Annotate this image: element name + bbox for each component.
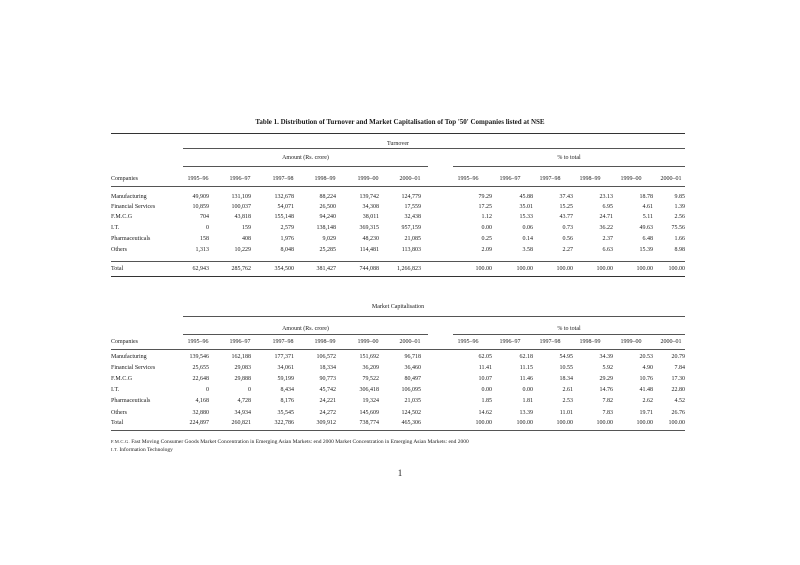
market-cap-total-amount: 260,821: [231, 420, 251, 426]
turnover-pct-cell: 6.63: [602, 247, 613, 253]
market-cap-amount-cell: 106,572: [316, 354, 336, 360]
turnover-total-pct: 100.00: [668, 266, 685, 272]
turnover-pct-cell: 2.56: [674, 214, 685, 220]
market-cap-amount-cell: 8,434: [280, 387, 294, 393]
turnover-amount-cell: 54,071: [277, 204, 294, 210]
market-cap-amount-cell: 34,061: [277, 365, 294, 371]
turnover-amount-cell: 369,315: [359, 225, 379, 231]
market-cap-pct-cell: 62.05: [478, 354, 492, 360]
market-cap-pct-cell: 11.41: [478, 365, 492, 371]
market-cap-amount-cell: 79,522: [362, 376, 379, 382]
market-cap-amount-year-header: 2000–01: [399, 339, 421, 345]
market-cap-amount-cell: 177,371: [274, 354, 294, 360]
turnover-amount-cell: 25,285: [319, 247, 336, 253]
market-cap-pct-cell: 14.76: [599, 387, 613, 393]
turnover-row-label: I.T.: [111, 225, 120, 231]
market-cap-pct-cell: 2.61: [562, 387, 573, 393]
turnover-section-title: Turnover: [386, 141, 410, 147]
market-cap-pct-year-header: 1998–99: [579, 339, 601, 345]
turnover-amount-year-header: 1999–00: [357, 176, 379, 182]
footnote-it: I.T. Information Technology: [111, 447, 173, 453]
turnover-amount-cell: 21,085: [404, 236, 421, 242]
market-cap-pct-cell: 4.52: [674, 398, 685, 404]
turnover-pct-cell: 5.11: [642, 214, 653, 220]
market-cap-amount-cell: 24,272: [319, 410, 336, 416]
turnover-pct-cell: 45.88: [519, 194, 533, 200]
market-cap-header-rule: [111, 349, 685, 350]
turnover-pct-year-header: 1995–96: [457, 176, 479, 182]
turnover-pct-cell: 18.78: [639, 194, 653, 200]
market-cap-pct-cell: 7.84: [674, 365, 685, 371]
market-cap-amount-cell: 19,324: [362, 398, 379, 404]
table-caption: Table 1. Distribution of Turnover and Market Capitalisation of Top '50' Companies listed at NSE: [255, 118, 545, 126]
turnover-pct-cell: 1.12: [481, 214, 492, 220]
market-cap-pct-year-header: 1995–96: [457, 339, 479, 345]
turnover-amount-cell: 8,048: [280, 247, 294, 253]
turnover-amount-cell: 132,678: [274, 194, 294, 200]
turnover-pct-cell: 2.27: [562, 247, 573, 253]
market-cap-amount-cell: 36,460: [404, 365, 421, 371]
market-cap-amount-rule: [183, 334, 428, 335]
market-cap-amount-cell: 4,168: [195, 398, 209, 404]
turnover-amount-cell: 139,742: [359, 194, 379, 200]
turnover-amount-year-header: 2000–01: [399, 176, 421, 182]
turnover-amount-cell: 138,148: [316, 225, 336, 231]
turnover-pct-cell: 0.25: [481, 236, 492, 242]
market-cap-amount-cell: 35,545: [277, 410, 294, 416]
market-cap-total-pct: 100.00: [516, 420, 533, 426]
market-cap-pct-cell: 14.62: [478, 410, 492, 416]
turnover-amount-cell: 34,308: [362, 204, 379, 210]
market-cap-pct-cell: 2.53: [562, 398, 573, 404]
turnover-pct-cell: 6.48: [642, 236, 653, 242]
turnover-amount-cell: 131,109: [231, 194, 251, 200]
turnover-total-amount: 744,088: [359, 266, 379, 272]
market-cap-companies-header: Companies: [111, 339, 138, 345]
market-cap-amount-cell: 18,334: [319, 365, 336, 371]
turnover-amount-cell: 124,779: [401, 194, 421, 200]
market-cap-pct-cell: 0.00: [522, 387, 533, 393]
market-cap-amount-cell: 90,773: [319, 376, 336, 382]
market-cap-amount-cell: 36,209: [362, 365, 379, 371]
market-cap-amount-year-header: 1998–99: [314, 339, 336, 345]
market-cap-pct-rule: [453, 334, 685, 335]
turnover-pct-cell: 24.71: [599, 214, 613, 220]
market-cap-total-amount: 465,306: [401, 420, 421, 426]
market-cap-pct-cell: 34.39: [599, 354, 613, 360]
turnover-pct-year-header: 1999–00: [620, 176, 642, 182]
turnover-row-label: Pharmaceuticals: [111, 236, 151, 242]
turnover-amount-year-header: 1996–97: [229, 176, 251, 182]
turnover-pct-cell: 0.56: [562, 236, 573, 242]
turnover-row-label: Others: [111, 247, 127, 253]
turnover-amount-cell: 10,859: [192, 204, 209, 210]
market-cap-row-label: F.M.C.G: [111, 376, 133, 382]
market-cap-total-pct: 100.00: [596, 420, 613, 426]
turnover-amount-cell: 17,559: [404, 204, 421, 210]
turnover-amount-year-header: 1997–98: [272, 176, 294, 182]
market-cap-row-label: Pharmaceuticals: [111, 398, 151, 404]
market-cap-pct-cell: 17.30: [671, 376, 685, 382]
turnover-total-amount: 285,762: [231, 266, 251, 272]
turnover-amount-header: Amount (Rs. crore): [282, 155, 329, 161]
market-cap-pct-year-header: 1999–00: [620, 339, 642, 345]
turnover-total-pct: 100.00: [556, 266, 573, 272]
turnover-row-label: Manufacturing: [111, 194, 147, 200]
market-cap-pct-cell: 20.79: [671, 354, 685, 360]
turnover-pct-cell: 1.39: [674, 204, 685, 210]
market-cap-pct-cell: 26.76: [671, 410, 685, 416]
market-cap-pct-cell: 41.48: [639, 387, 653, 393]
turnover-amount-cell: 155,148: [274, 214, 294, 220]
turnover-pct-cell: 6.95: [602, 204, 613, 210]
market-cap-amount-cell: 24,221: [319, 398, 336, 404]
market-cap-pct-cell: 1.85: [481, 398, 492, 404]
market-cap-total-pct: 100.00: [475, 420, 492, 426]
turnover-total-pct: 100.00: [516, 266, 533, 272]
market-cap-row-label: Manufacturing: [111, 354, 147, 360]
turnover-pct-year-header: 1998–99: [579, 176, 601, 182]
turnover-pct-cell: 35.01: [519, 204, 533, 210]
turnover-total-amount: 381,427: [316, 266, 336, 272]
turnover-amount-cell: 32,438: [404, 214, 421, 220]
turnover-pct-header: % to total: [557, 155, 581, 161]
market-cap-row-label: I.T.: [111, 387, 120, 393]
market-cap-pct-cell: 62.18: [519, 354, 533, 360]
turnover-amount-cell: 94,240: [319, 214, 336, 220]
turnover-pct-cell: 15.33: [519, 214, 533, 220]
turnover-amount-cell: 957,159: [401, 225, 421, 231]
market-cap-amount-cell: 29,083: [234, 365, 251, 371]
turnover-amount-cell: 704: [200, 214, 209, 220]
market-cap-pct-cell: 22.80: [671, 387, 685, 393]
footnote-fmcg: F.M.C.G. Fast Moving Consumer Goods Market Concentration in Emerging Asian Markets: end 2000 Market Concentration in Emerging Asian Markets: end 2000: [111, 439, 469, 445]
market-cap-pct-cell: 29.29: [599, 376, 613, 382]
market-cap-amount-cell: 124,502: [401, 410, 421, 416]
market-cap-pct-header: % to total: [557, 326, 581, 332]
turnover-amount-year-header: 1998–99: [314, 176, 336, 182]
turnover-amount-cell: 0: [206, 225, 209, 231]
turnover-total-rule: [111, 261, 685, 262]
turnover-amount-cell: 113,803: [401, 247, 421, 253]
market-cap-pct-cell: 10.07: [478, 376, 492, 382]
market-cap-pct-year-header: 2000–01: [660, 339, 682, 345]
turnover-pct-rule: [453, 166, 685, 167]
turnover-pct-cell: 0.06: [522, 225, 533, 231]
turnover-pct-cell: 3.58: [522, 247, 533, 253]
market-cap-pct-cell: 7.83: [602, 410, 613, 416]
market-cap-amount-cell: 0: [248, 387, 251, 393]
market-cap-amount-cell: 106,095: [401, 387, 421, 393]
market-cap-amount-year-header: 1997–98: [272, 339, 294, 345]
turnover-total-pct: 100.00: [596, 266, 613, 272]
turnover-amount-year-header: 1995–96: [187, 176, 209, 182]
turnover-total-label: Total: [111, 266, 124, 272]
market-cap-amount-cell: 59,199: [277, 376, 294, 382]
market-cap-pct-cell: 1.81: [522, 398, 533, 404]
market-cap-pct-cell: 10.76: [639, 376, 653, 382]
turnover-amount-cell: 26,500: [319, 204, 336, 210]
market-cap-amount-year-header: 1999–00: [357, 339, 379, 345]
turnover-total-amount: 62,943: [192, 266, 209, 272]
market-cap-amount-year-header: 1995–96: [187, 339, 209, 345]
turnover-pct-cell: 79.29: [478, 194, 492, 200]
turnover-amount-cell: 49,909: [192, 194, 209, 200]
top-rule: [111, 133, 685, 134]
turnover-pct-cell: 0.14: [522, 236, 533, 242]
market-cap-pct-cell: 2.62: [642, 398, 653, 404]
market-cap-total-amount: 322,786: [274, 420, 294, 426]
market-cap-amount-cell: 139,546: [189, 354, 209, 360]
turnover-pct-cell: 75.56: [671, 225, 685, 231]
market-cap-total-pct: 100.00: [636, 420, 653, 426]
turnover-amount-cell: 10,229: [234, 247, 251, 253]
market-cap-amount-cell: 4,728: [237, 398, 251, 404]
market-cap-bottom-rule: [111, 430, 685, 431]
market-cap-pct-cell: 11.46: [519, 376, 533, 382]
market-cap-pct-cell: 13.39: [519, 410, 533, 416]
turnover-pct-cell: 2.37: [602, 236, 613, 242]
turnover-amount-cell: 43,818: [234, 214, 251, 220]
turnover-span-rule: [183, 148, 685, 149]
turnover-amount-cell: 48,230: [362, 236, 379, 242]
market-cap-amount-cell: 162,188: [231, 354, 251, 360]
turnover-pct-cell: 37.43: [559, 194, 573, 200]
market-cap-pct-cell: 20.53: [639, 354, 653, 360]
turnover-total-pct: 100.00: [475, 266, 492, 272]
turnover-pct-cell: 8.98: [674, 247, 685, 253]
market-cap-span-rule: [183, 316, 685, 317]
turnover-pct-year-header: 2000–01: [660, 176, 682, 182]
turnover-amount-cell: 408: [242, 236, 251, 242]
turnover-pct-year-header: 1996–97: [499, 176, 521, 182]
market-cap-pct-year-header: 1996–97: [499, 339, 521, 345]
market-cap-amount-cell: 22,648: [192, 376, 209, 382]
market-cap-amount-cell: 45,742: [319, 387, 336, 393]
turnover-pct-cell: 4.61: [642, 204, 653, 210]
market-cap-amount-cell: 25,655: [192, 365, 209, 371]
market-cap-amount-cell: 8,176: [280, 398, 294, 404]
market-cap-total-amount: 224,897: [189, 420, 209, 426]
page-number: 1: [397, 468, 403, 478]
turnover-amount-cell: 100,037: [231, 204, 251, 210]
market-cap-pct-cell: 5.92: [602, 365, 613, 371]
market-cap-total-pct: 100.00: [556, 420, 573, 426]
market-cap-total-amount: 309,912: [316, 420, 336, 426]
market-cap-amount-cell: 306,418: [359, 387, 379, 393]
market-cap-pct-cell: 18.34: [559, 376, 573, 382]
turnover-pct-cell: 43.77: [559, 214, 573, 220]
turnover-amount-cell: 114,481: [359, 247, 379, 253]
market-cap-amount-cell: 29,888: [234, 376, 251, 382]
turnover-pct-cell: 15.39: [639, 247, 653, 253]
turnover-amount-cell: 9,029: [322, 236, 336, 242]
market-cap-amount-cell: 145,609: [359, 410, 379, 416]
turnover-row-label: F.M.C.G: [111, 214, 133, 220]
turnover-pct-cell: 0.73: [562, 225, 573, 231]
turnover-amount-cell: 38,011: [362, 214, 379, 220]
market-cap-row-label: Others: [111, 410, 127, 416]
market-cap-amount-cell: 21,035: [404, 398, 421, 404]
turnover-header-rule: [111, 186, 685, 187]
market-cap-row-label: Financial Services: [111, 365, 156, 371]
turnover-companies-header: Companies: [111, 176, 138, 182]
market-cap-amount-cell: 151,692: [359, 354, 379, 360]
market-cap-pct-cell: 54.95: [559, 354, 573, 360]
market-cap-total-pct: 100.00: [668, 420, 685, 426]
market-cap-amount-cell: 34,934: [234, 410, 251, 416]
market-cap-total-label: Total: [111, 420, 124, 426]
turnover-amount-cell: 2,579: [280, 225, 294, 231]
market-cap-pct-cell: 10.55: [559, 365, 573, 371]
market-cap-amount-cell: 32,880: [192, 410, 209, 416]
turnover-amount-cell: 1,313: [195, 247, 209, 253]
turnover-amount-cell: 158: [200, 236, 209, 242]
turnover-pct-cell: 2.09: [481, 247, 492, 253]
turnover-amount-cell: 159: [242, 225, 251, 231]
turnover-amount-rule: [183, 166, 428, 167]
turnover-pct-cell: 9.85: [674, 194, 685, 200]
turnover-total-pct: 100.00: [636, 266, 653, 272]
turnover-total-amount: 354,500: [274, 266, 294, 272]
market-cap-pct-cell: 0.00: [481, 387, 492, 393]
market-cap-section-title: Market Capitalisation: [371, 304, 425, 310]
turnover-pct-cell: 0.00: [481, 225, 492, 231]
market-cap-amount-cell: 0: [206, 387, 209, 393]
market-cap-amount-cell: 96,718: [404, 354, 421, 360]
market-cap-pct-cell: 11.01: [559, 410, 573, 416]
market-cap-total-amount: 738,774: [359, 420, 379, 426]
market-cap-pct-cell: 4.90: [642, 365, 653, 371]
market-cap-amount-cell: 80,497: [404, 376, 421, 382]
turnover-pct-cell: 36.22: [599, 225, 613, 231]
turnover-pct-cell: 17.25: [478, 204, 492, 210]
turnover-amount-cell: 88,224: [319, 194, 336, 200]
turnover-amount-cell: 1,976: [280, 236, 294, 242]
turnover-row-label: Financial Services: [111, 204, 156, 210]
turnover-pct-year-header: 1997–98: [539, 176, 561, 182]
market-cap-amount-header: Amount (Rs. crore): [282, 326, 329, 332]
market-cap-pct-cell: 11.15: [519, 365, 533, 371]
turnover-pct-cell: 1.66: [674, 236, 685, 242]
turnover-pct-cell: 15.25: [559, 204, 573, 210]
turnover-bottom-rule: [111, 276, 685, 277]
turnover-pct-cell: 23.13: [599, 194, 613, 200]
turnover-pct-cell: 49.63: [639, 225, 653, 231]
market-cap-pct-cell: 19.71: [639, 410, 653, 416]
market-cap-amount-year-header: 1996–97: [229, 339, 251, 345]
market-cap-pct-year-header: 1997–98: [539, 339, 561, 345]
market-cap-pct-cell: 7.82: [602, 398, 613, 404]
turnover-total-amount: 1,266,823: [397, 266, 421, 272]
